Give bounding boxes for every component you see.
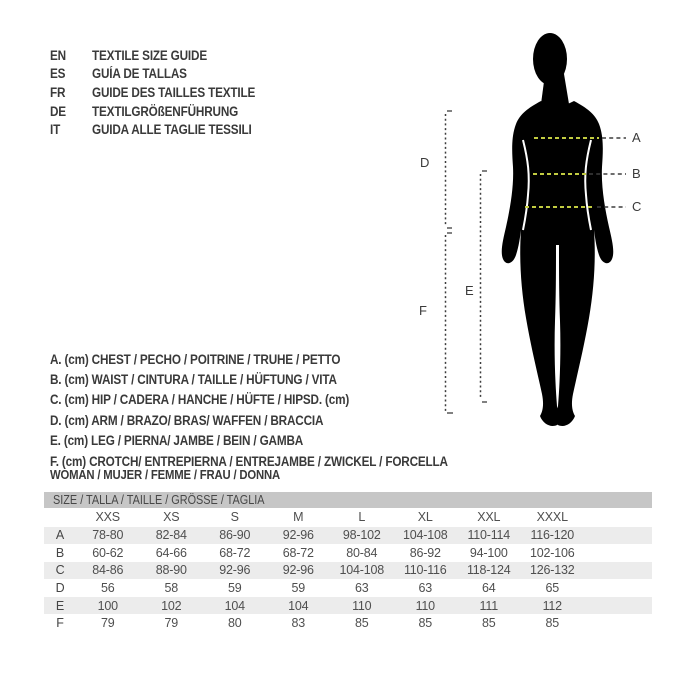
measure-label-arm: D: [420, 155, 430, 170]
table-row: [44, 527, 652, 545]
size-value-cell: 104: [288, 598, 309, 613]
measure-label-crotch: F: [419, 303, 427, 318]
legend-line-text: A. (cm) CHEST / PECHO / POITRINE / TRUHE / PETTO: [50, 351, 341, 367]
language-title-text: TEXTILE SIZE GUIDE: [92, 47, 207, 63]
row-letter: C: [55, 563, 65, 578]
row-letter: D: [55, 581, 65, 596]
size-value-cell: 79: [164, 616, 178, 631]
legend-line-text: E. (cm) LEG / PIERNA/ JAMBE / BEIN / GAMBA: [50, 433, 304, 449]
size-value-cell: 94-100: [469, 545, 508, 560]
size-table: [44, 492, 652, 632]
size-value-cell: 63: [354, 581, 369, 596]
size-value-cell: 68-72: [219, 545, 251, 560]
legend-line: [50, 369, 507, 389]
size-column-header: XXS: [95, 510, 120, 524]
size-value-cell: 104: [224, 598, 245, 613]
language-row: [50, 102, 280, 121]
size-value-cell: 102-106: [530, 545, 575, 560]
measure-label-leg: E: [465, 283, 474, 298]
legend-line: [50, 410, 507, 430]
language-code-text: DE: [50, 103, 66, 119]
language-row: [50, 46, 280, 65]
size-value-cell: 64-66: [155, 545, 187, 560]
size-value-cell: 98-102: [342, 528, 381, 543]
size-value-cell: 65: [545, 581, 559, 596]
size-value-cell: 68-72: [282, 545, 314, 560]
language-code-text: ES: [50, 66, 66, 82]
language-row: [50, 65, 280, 84]
size-value-cell: 104-108: [403, 528, 448, 543]
table-row: [44, 544, 652, 562]
size-value-cell: 80-84: [346, 545, 378, 560]
language-code: [50, 104, 92, 119]
measure-label-chest: A: [632, 130, 641, 145]
size-value-cell: 110: [352, 598, 372, 613]
size-value-cell: 86-92: [409, 545, 441, 560]
language-code: [50, 66, 92, 81]
size-value-cell: 92-96: [219, 563, 251, 578]
gender-heading-label: WOMAN / MUJER / FEMME / FRAU / DONNA: [50, 466, 280, 482]
measure-label-hip: C: [632, 199, 642, 214]
size-value-cell: 85: [545, 616, 559, 631]
size-columns-row: [44, 508, 652, 527]
size-value-cell: 88-90: [155, 563, 187, 578]
gender-heading: [50, 465, 314, 483]
language-title: [92, 122, 276, 137]
language-title: [92, 85, 280, 100]
size-value-cell: 59: [291, 581, 305, 596]
legend-line-text: B. (cm) WAIST / CINTURA / TAILLE / HÜFTUNG / VITA: [50, 372, 337, 388]
size-value-cell: 92-96: [282, 528, 314, 543]
size-value-cell: 85: [418, 616, 432, 631]
language-code-text: EN: [50, 47, 66, 63]
size-column-header: S: [230, 510, 239, 524]
language-row: [50, 83, 280, 102]
size-value-cell: 118-124: [466, 563, 511, 578]
size-value-cell: 83: [291, 616, 305, 631]
language-title-text: TEXTILGRÖßENFÜHRUNG: [92, 103, 239, 119]
language-title-text: GUIDA ALLE TAGLIE TESSILI: [92, 122, 252, 138]
size-value-cell: 112: [542, 598, 562, 613]
size-column-header: L: [358, 510, 366, 524]
language-title-text: GUIDE DES TAILLES TEXTILE: [92, 84, 256, 100]
language-code: [50, 85, 92, 100]
language-code: [50, 48, 92, 63]
size-value-cell: 82-84: [155, 528, 187, 543]
size-column-header: XXXL: [536, 510, 568, 524]
size-value-cell: 64: [481, 581, 496, 596]
language-list: [50, 46, 280, 139]
size-value-cell: 79: [100, 616, 115, 631]
row-letter: A: [55, 528, 65, 543]
size-column-header: M: [293, 510, 304, 524]
size-value-cell: 85: [481, 616, 496, 631]
measure-legend: [50, 349, 507, 471]
size-value-cell: 100: [97, 598, 118, 613]
size-value-cell: 111: [479, 598, 498, 613]
language-title-text: GUÍA DE TALLAS: [92, 66, 187, 82]
language-code: [50, 122, 92, 137]
size-value-cell: 59: [227, 581, 242, 596]
legend-line: [50, 431, 507, 451]
size-value-cell: 102: [161, 598, 182, 613]
table-row: [44, 562, 652, 580]
legend-line: [50, 390, 507, 410]
size-value-cell: 92-96: [282, 563, 314, 578]
language-code-text: IT: [50, 122, 61, 138]
table-row: [44, 597, 652, 615]
size-value-cell: 80: [227, 616, 242, 631]
size-value-cell: 85: [354, 616, 369, 631]
size-value-cell: 56: [100, 581, 115, 596]
size-value-cell: 126-132: [530, 563, 575, 578]
size-column-header: XXL: [477, 510, 501, 524]
legend-line-text: C. (cm) HIP / CADERA / HANCHE / HÜFTE / HIPSD. (cm): [50, 392, 350, 408]
row-letter: B: [55, 545, 65, 560]
size-table-body: [44, 527, 652, 633]
arm-line: [446, 111, 453, 228]
size-column-header: XS: [163, 510, 180, 524]
language-row: [50, 120, 280, 139]
size-value-cell: 60-62: [92, 545, 124, 560]
row-letter: F: [56, 616, 64, 631]
size-value-cell: 110-114: [467, 528, 511, 543]
size-value-cell: 86-90: [219, 528, 251, 543]
language-title: [92, 66, 201, 81]
language-code-text: FR: [50, 84, 66, 100]
measure-label-waist: B: [632, 166, 641, 181]
legend-line: [50, 349, 507, 369]
table-row: [44, 579, 652, 597]
legend-line-text: F. (cm) CROTCH/ ENTREPIERNA / ENTREJAMBE / ZWICKEL / FORCELLA: [50, 453, 448, 469]
size-value-cell: 84-86: [92, 563, 124, 578]
legend-line-text: D. (cm) ARM / BRAZO/ BRAS/ WAFFEN / BRACCIA: [50, 412, 324, 428]
size-value-cell: 116-120: [530, 528, 575, 543]
size-table-header-bar: [44, 492, 652, 508]
language-title: [92, 104, 260, 119]
size-value-cell: 104-108: [339, 563, 384, 578]
size-value-cell: 63: [418, 581, 432, 596]
size-value-cell: 110-116: [403, 563, 447, 578]
row-letter: E: [55, 598, 65, 613]
size-column-header: XL: [417, 510, 433, 524]
size-value-cell: 110: [415, 598, 435, 613]
woman-silhouette-icon: [502, 33, 613, 426]
size-table-header-label: SIZE / TALLA / TAILLE / GRÖSSE / TAGLIA: [53, 492, 265, 507]
table-row: [44, 614, 652, 632]
size-value-cell: 78-80: [92, 528, 124, 543]
size-value-cell: 58: [164, 581, 178, 596]
language-title: [92, 48, 224, 63]
